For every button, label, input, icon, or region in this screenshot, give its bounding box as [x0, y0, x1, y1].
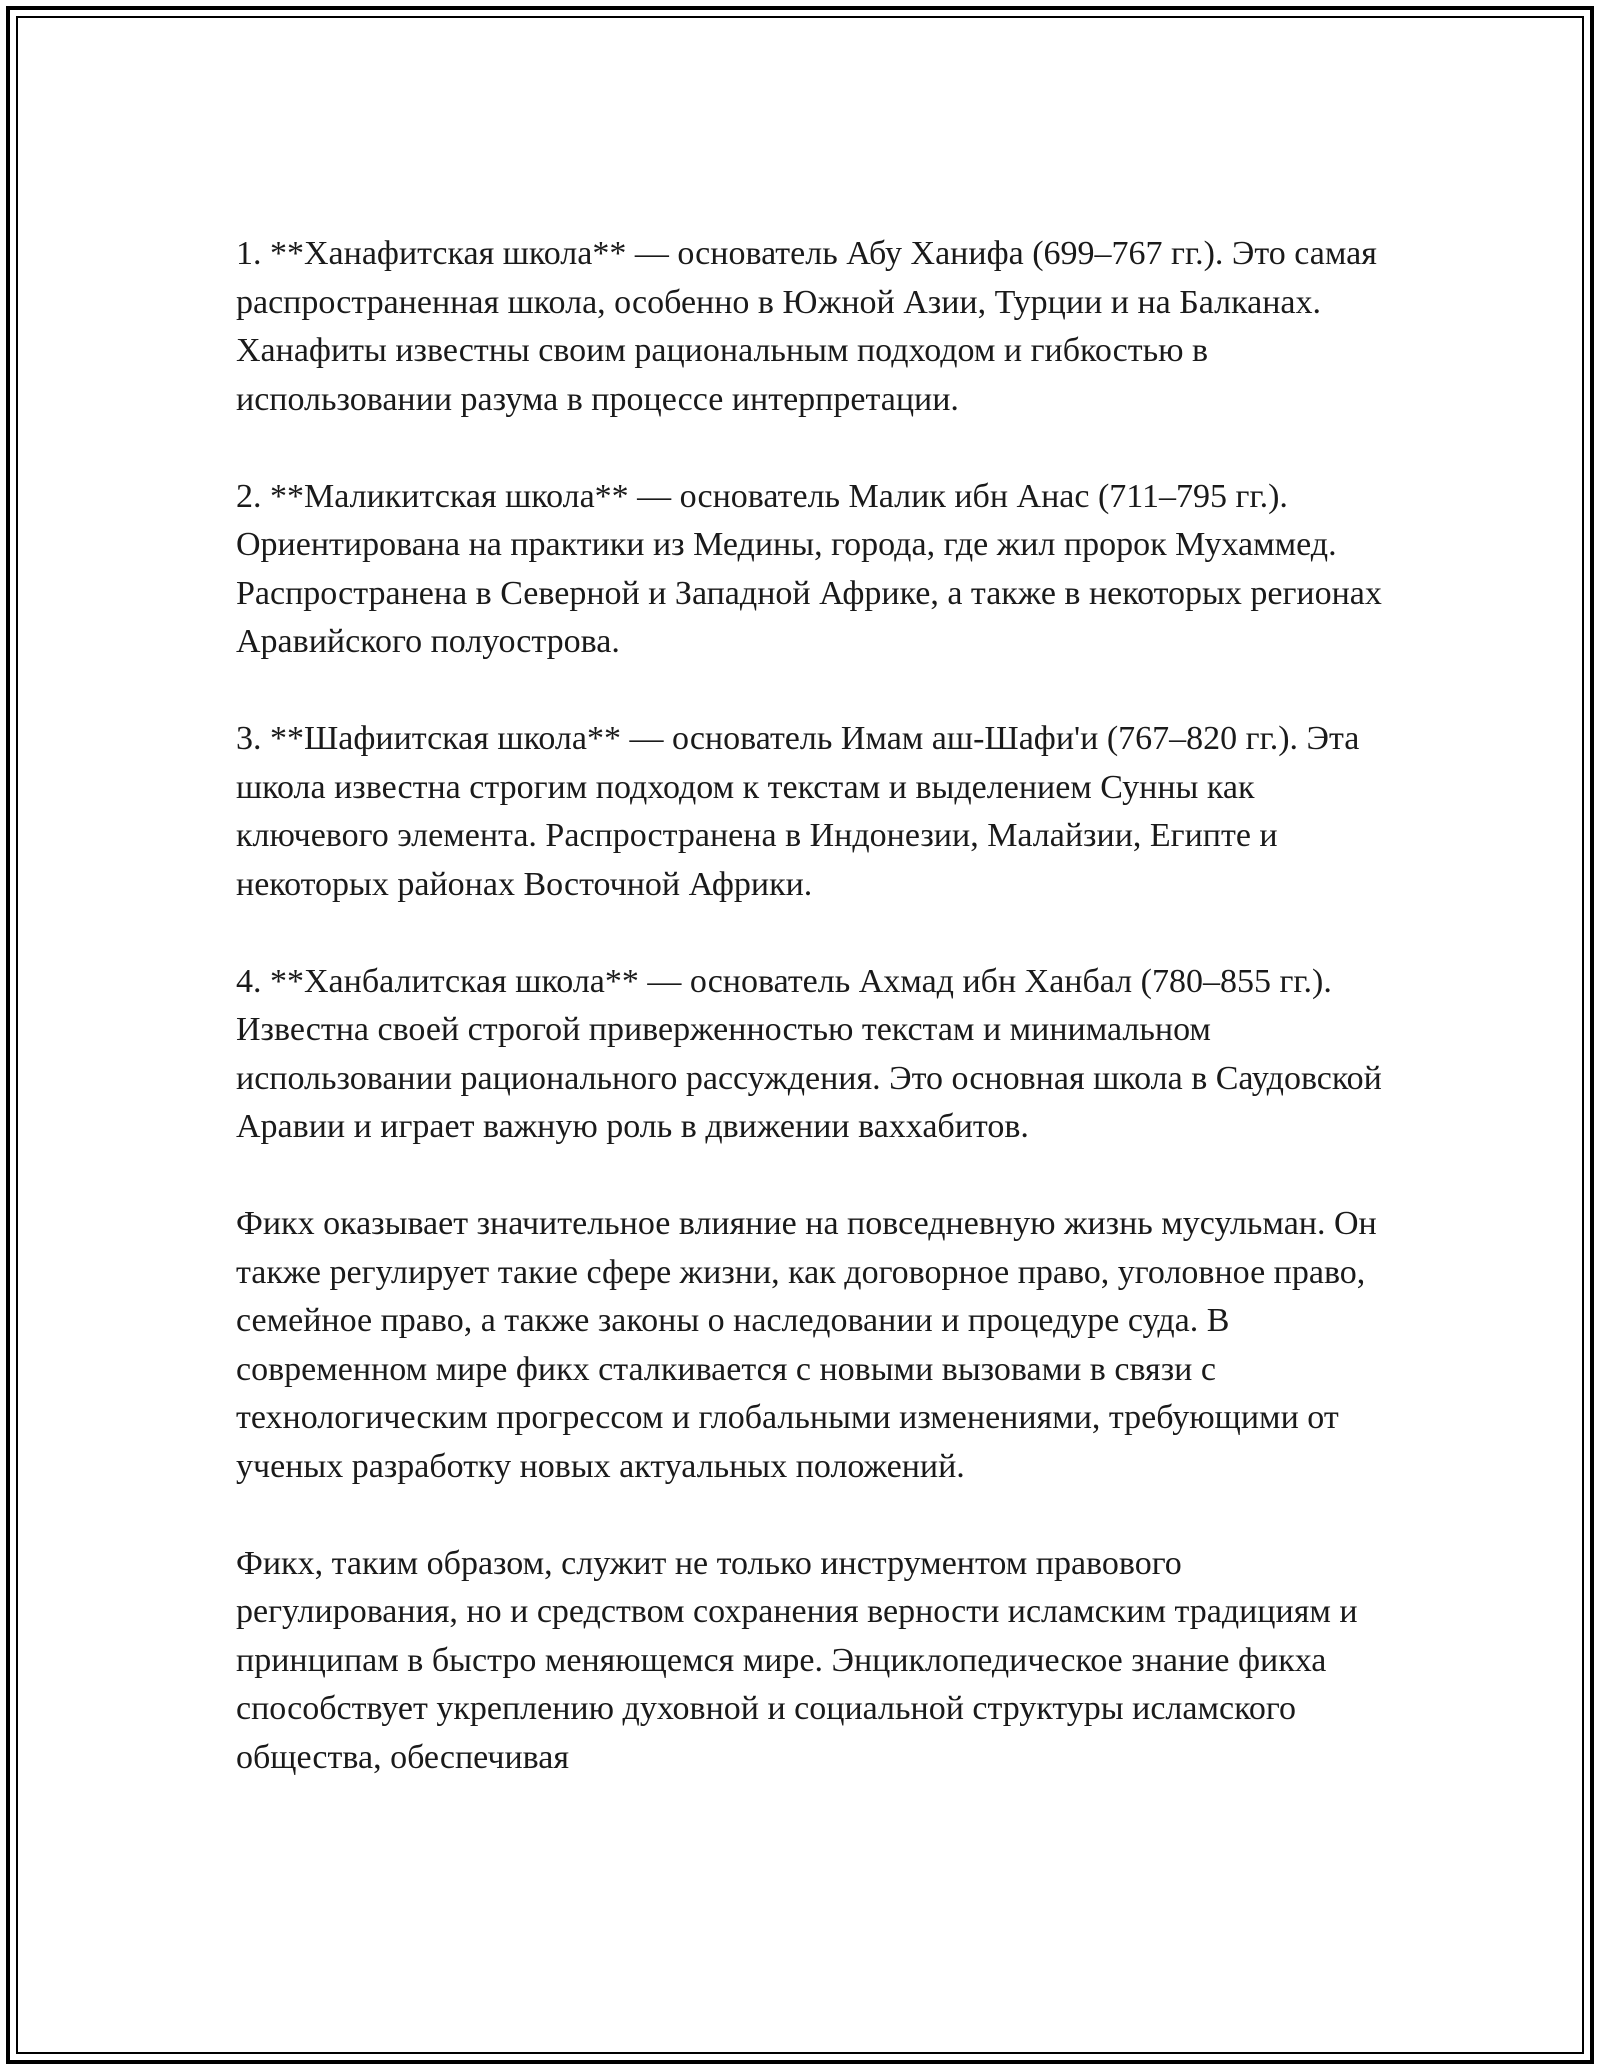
paragraph-fiqh-influence: Фикх оказывает значительное влияние на повседневную жизнь мусульман. Он также регулирует такие сфере жизни, как договорное право, уголовное право, семейное право, а также законы о наследовании и процедуре суда. В современном мире фикх сталкивается с новыми вызовами в связи с технологическим прогрессом и глобальными изменениями, требующими от ученых разработку новых актуальных положений. [236, 1205, 1377, 1485]
paragraph-hanafi-school: 1. **Ханафитская школа** — основатель Абу Ханифа (699–767 гг.). Это самая распространенная школа, особенно в Южной Азии, Турции и на Балканах. Ханафиты известны своим рациональным подходом и гибкостью в использовании разума в процессе интерпретации. [236, 235, 1377, 418]
paragraph-hanbali-school: 4. **Ханбалитская школа** — основатель Ахмад ибн Ханбал (780–855 гг.). Известна своей строгой приверженностью текстам и минимальном использовании рационального рассуждения. Это основная школа в Саудовской Аравии и играет важную роль в движении ваххабитов. [236, 962, 1382, 1145]
paragraph-shafii-school: 3. **Шафиитская школа** — основатель Имам аш-Шафи'и (767–820 гг.). Эта школа известна строгим подходом к текстам и выделением Сунны как ключевого элемента. Распространена в Индонезии, Малайзии, Египте и некоторых районах Восточной Африки. [236, 720, 1360, 903]
document-body [236, 230, 1386, 1782]
paragraph-maliki-school: 2. **Маликитская школа** — основатель Малик ибн Анас (711–795 гг.). Ориентирована на практики из Медины, города, где жил пророк Мухаммед. Распространена в Северной и Западной Африке, а также в некоторых регионах Аравийского полуострова. [236, 477, 1382, 660]
paragraph-fiqh-conclusion: Фикх, таким образом, служит не только инструментом правового регулирования, но и средством сохранения верности исламским традициям и принципам в быстро меняющемся мире. Энциклопедическое знание фикха способствует укреплению духовной и социальной структуры исламского общества, обеспечивая [236, 1544, 1358, 1776]
